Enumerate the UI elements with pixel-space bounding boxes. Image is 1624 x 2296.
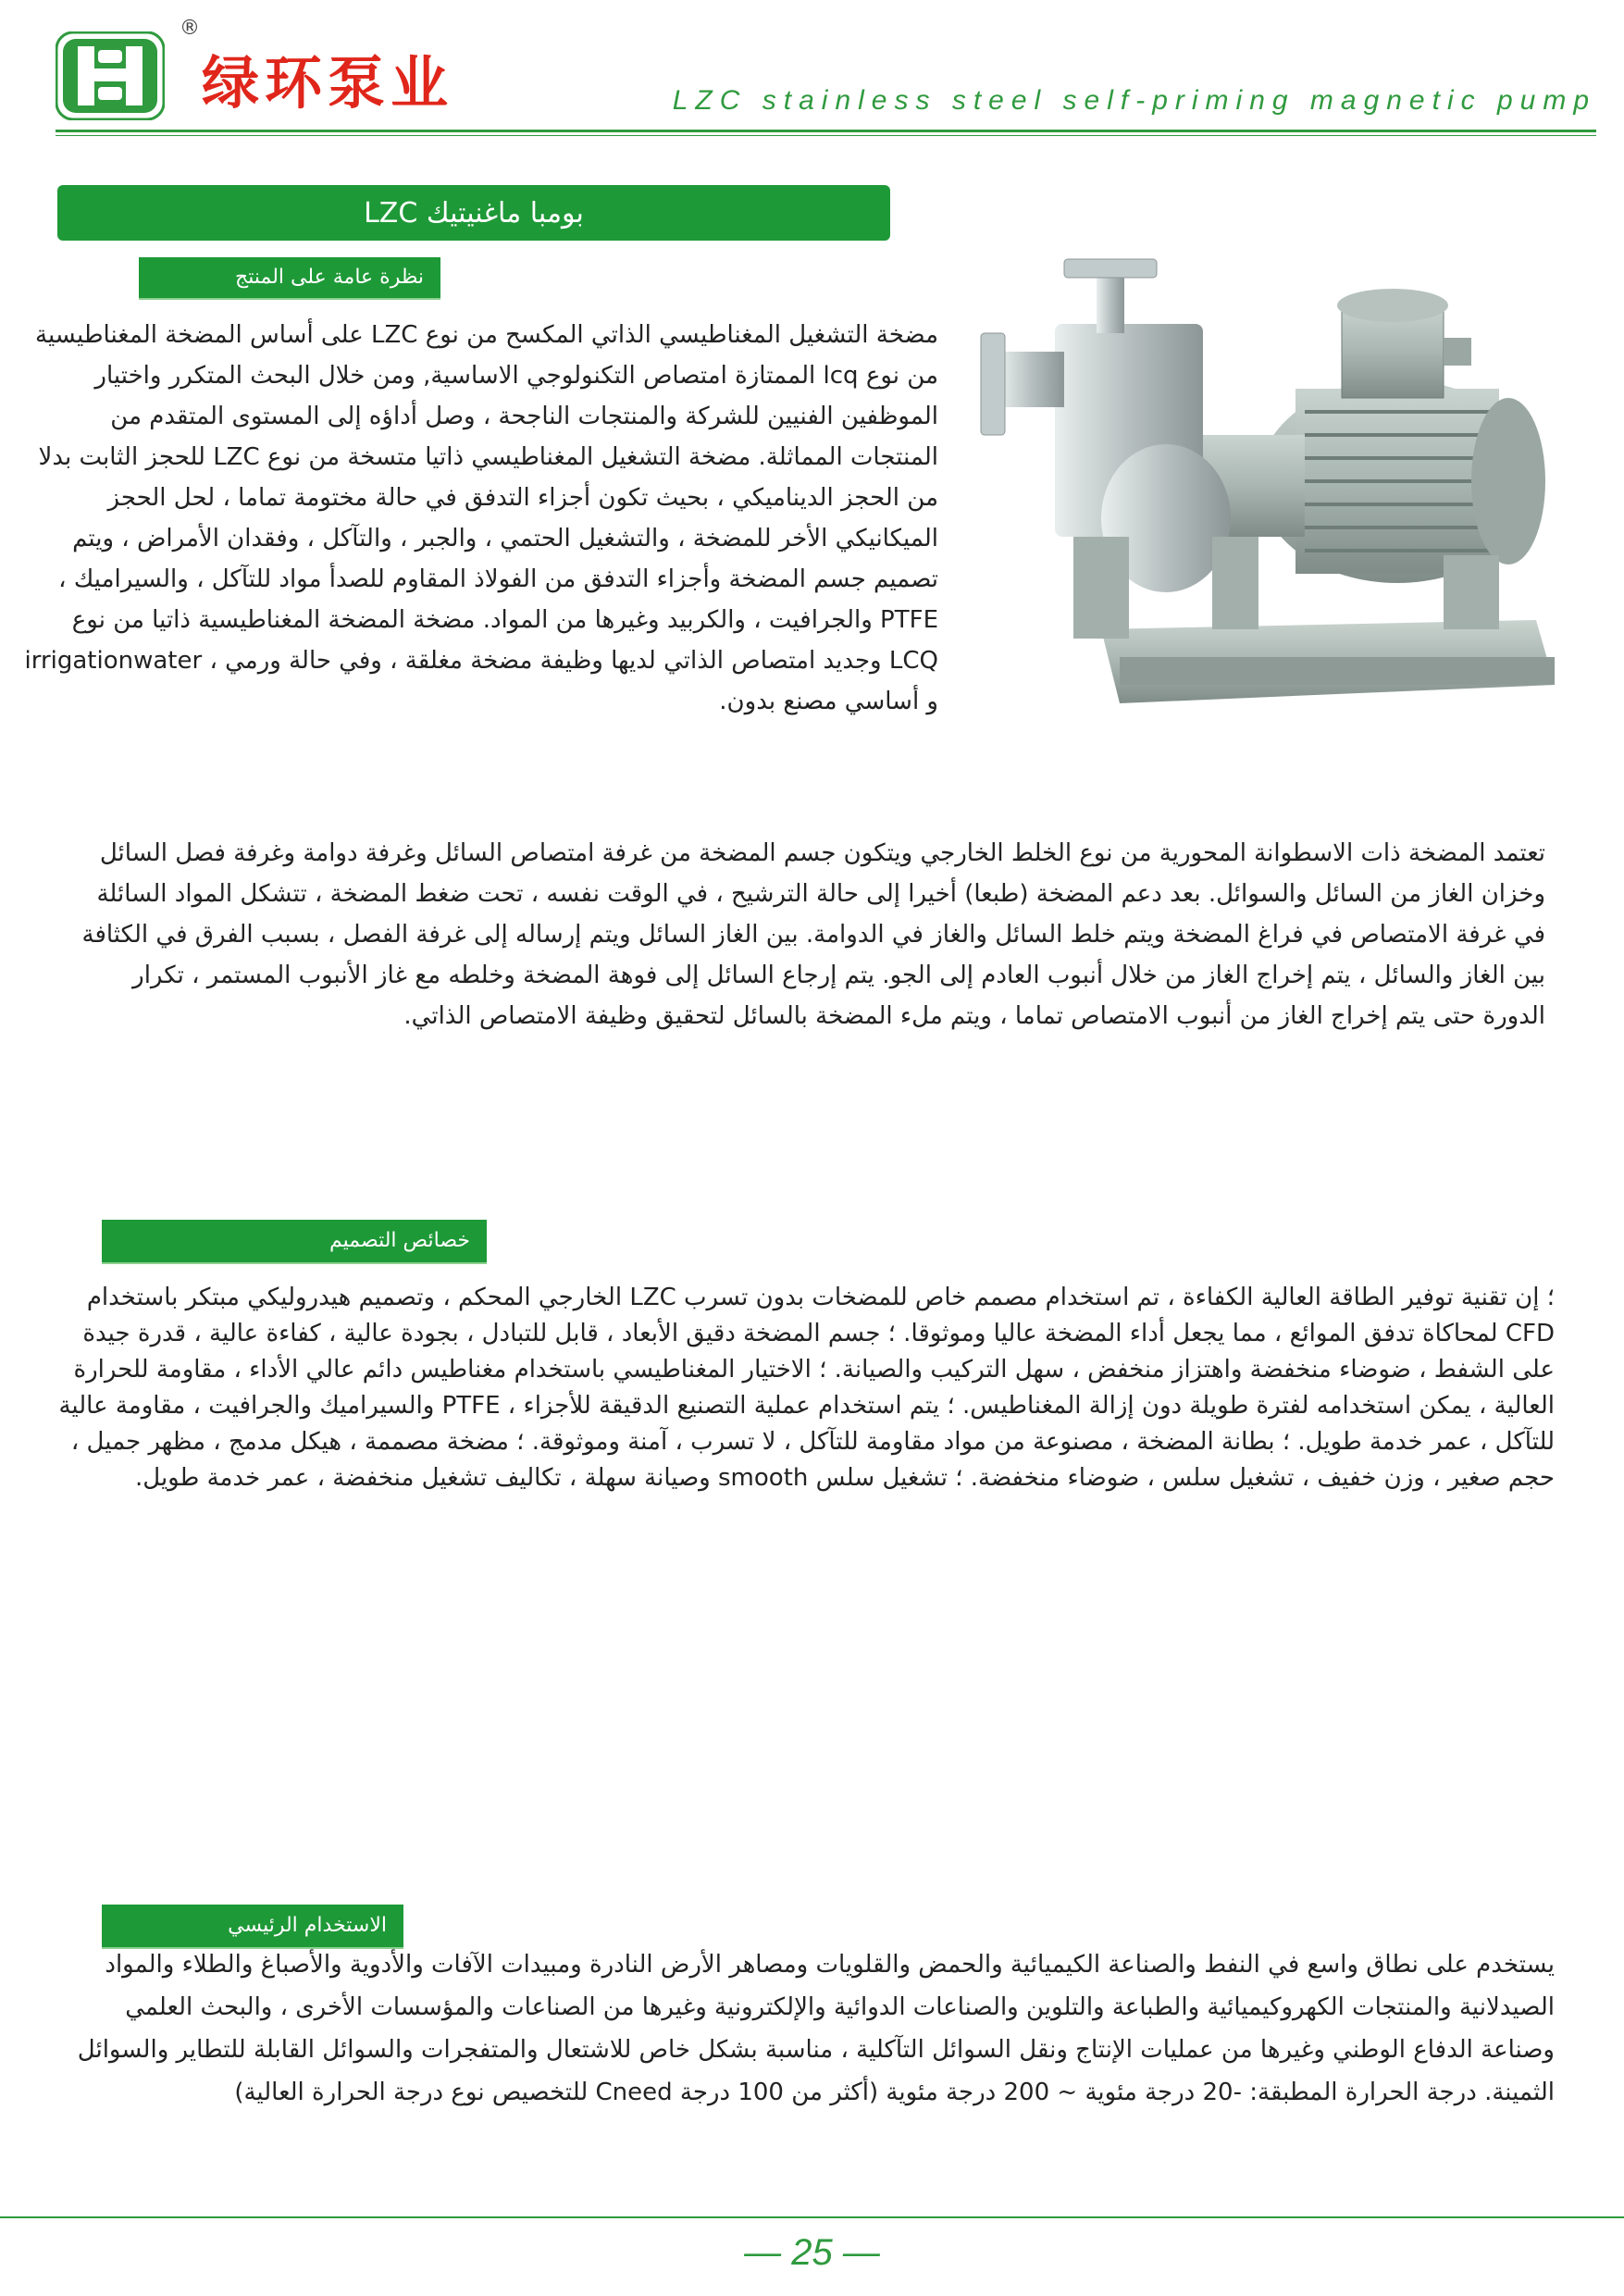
footer-divider [0,2216,1624,2218]
page-number: — 25 — [744,2232,880,2273]
banner-title: LZC بومبا ماغنيتيك [364,196,584,230]
page-header [0,0,1624,139]
header-divider-thin [56,135,1596,136]
pump-image [962,250,1573,731]
brand-name: 绿环泵业 [202,49,454,117]
registered-mark: ® [180,17,200,40]
intro-paragraph: مضخة التشغيل المغناطيسي الذاتي المكسح من نوع LZC على أساس المضخة المغناطيسية من نوع lcq الممتازة امتصاص التكنولوجي الاساسية, ومن خلال البحث المتكرر واختيار الموظفين الفنيين للشركة والمنتجات الناجحة ، وصل أداؤه إلى المستوى المتقدم من المنتجات المماثلة. مضخة التشغيل المغناطيسي ذاتيا متسخة من نوع LZC للحجز الثابت بدلا من الحجز الديناميكي ، بحيث تكون أجزاء التدفق في حالة مختومة تماما ، لحل الحجز الميكانيكي الأخر للمضخة ، والتشغيل الحتمي ، والجبر ، والتآكل ، وفقدان الأمراض ، ويتم تصميم جسم المضخة وأجزاء التدفق من الفولاذ المقاوم للصدأ مواد للتآكل ، والسيراميك ، PTFE والجرافيت ، والكربيد وغيرها من المواد. مضخة المضخة المغناطيسية ذاتيا من نوع LCQ وجديد امتصاص الذاتي لديها وظيفة مضخة مغلقة ، وفي حالة ورمي ، irrigationwater و أساسي مصنع بدون. [24,321,938,715]
product-banner [57,185,890,241]
product-title-en: LZC stainless steel self-priming magnetic pump [672,85,1596,116]
section-label-overview: نظرة عامة على المنتج [139,257,440,300]
section-label-usage: الاستخدام الرئيسي [102,1905,403,1949]
header-divider [56,130,1596,132]
section-label-design: خصائص التصميم [102,1220,487,1264]
working-principle-paragraph: تعتمد المضخة ذات الاسطوانة المحورية من نوع الخلط الخارجي ويتكون جسم المضخة من غرفة امتصاص السائل وغرفة دوامة وغرفة فصل السائل وخزان الغاز من السائل والسوائل. بعد دعم المضخة (طبعا) أخيرا إلى حالة الترشيح ، في الوقت نفسه ، تحت ضغط المضخة ، تتشكل المواد السائلة في غرفة الامتصاص في فراغ المضخة ويتم خلط السائل والغاز في الدوامة. بين الغاز السائل ويتم إرساله إلى غرفة الفصل ، بسبب الفرق في الكثافة بين الغاز والسائل ، يتم إخراج الغاز من خلال أنبوب العادم إلى الجو. يتم إرجاع السائل إلى فوهة المضخة وخلطه مع غاز الأنبوب المستمر ، تكرار الدورة حتى يتم إخراج الغاز من أنبوب الامتصاص تماما ، ويتم ملء المضخة بالسائل لتحقيق وظيفة الامتصاص الذاتي. [81,839,1545,1030]
company-logo [56,31,165,120]
design-features-paragraph: ؛ إن تقنية توفير الطاقة العالية الكفاءة ، تم استخدام مصمم خاص للمضخات بدون تسرب LZC الخارجي المحكم ، وتصميم هيدروليكي مبتكر باستخدام CFD لمحاكاة تدفق الموائع ، مما يجعل أداء المضخة عاليا وموثوقا. ؛ جسم المضخة دقيق الأبعاد ، قابل للتبادل ، بجودة عالية ، كفاءة عالية ، قدرة جيدة على الشفط ، ضوضاء منخفضة واهتزاز منخفض ، سهل التركيب والصيانة. ؛ الاختيار المغناطيسي باستخدام مغناطيس دائم عالي الأداء ، مقاومة للحرارة العالية ، يمكن استخدامه لفترة طويلة دون إزالة المغناطيس. ؛ يتم استخدام عملية التصنيع الدقيقة للأجزاء ، PTFE والسيراميك والجرافيت ، مقاومة عالية للتآكل ، عمر خدمة طويل. ؛ بطانة المضخة ، مصنوعة من مواد مقاومة للتآكل ، لا تسرب ، آمنة وموثوقة. ؛ مضخة مصممة ، هيكل مدمج ، مظهر جميل ، حجم صغير ، وزن خفيف ، تشغيل سلس ، ضوضاء منخفضة. ؛ تشغيل سلس smooth وصيانة سهلة ، تكاليف تشغيل منخفضة ، عمر خدمة طويل. [58,1284,1555,1492]
usage-paragraph: يستخدم على نطاق واسع في النفط والصناعة الكيميائية والحمض والقلويات ومصاهر الأرض النادرة ومبيدات الآفات والأدوية والأصباغ والطلاء والمواد الصيدلانية والمنتجات الكهروكيميائية والطباعة والتلوين والصناعات الدوائية والإلكترونية وغيرها من الصناعات والمؤسسات الأخرى ، والبحث العلمي وصناعة الدفاع الوطني وغيرها من عمليات الإنتاج ونقل السوائل التآكلية ، مناسبة بشكل خاص للاشتعال والمتفجرات والسوائل القابلة للتطاير والسوائل الثمينة. درجة الحرارة المطبقة: -20 درجة مئوية ~ 200 درجة مئوية (أكثر من 100 درجة Cneed للتخصيص نوع درجة الحرارة العالية) [77,1951,1555,2106]
